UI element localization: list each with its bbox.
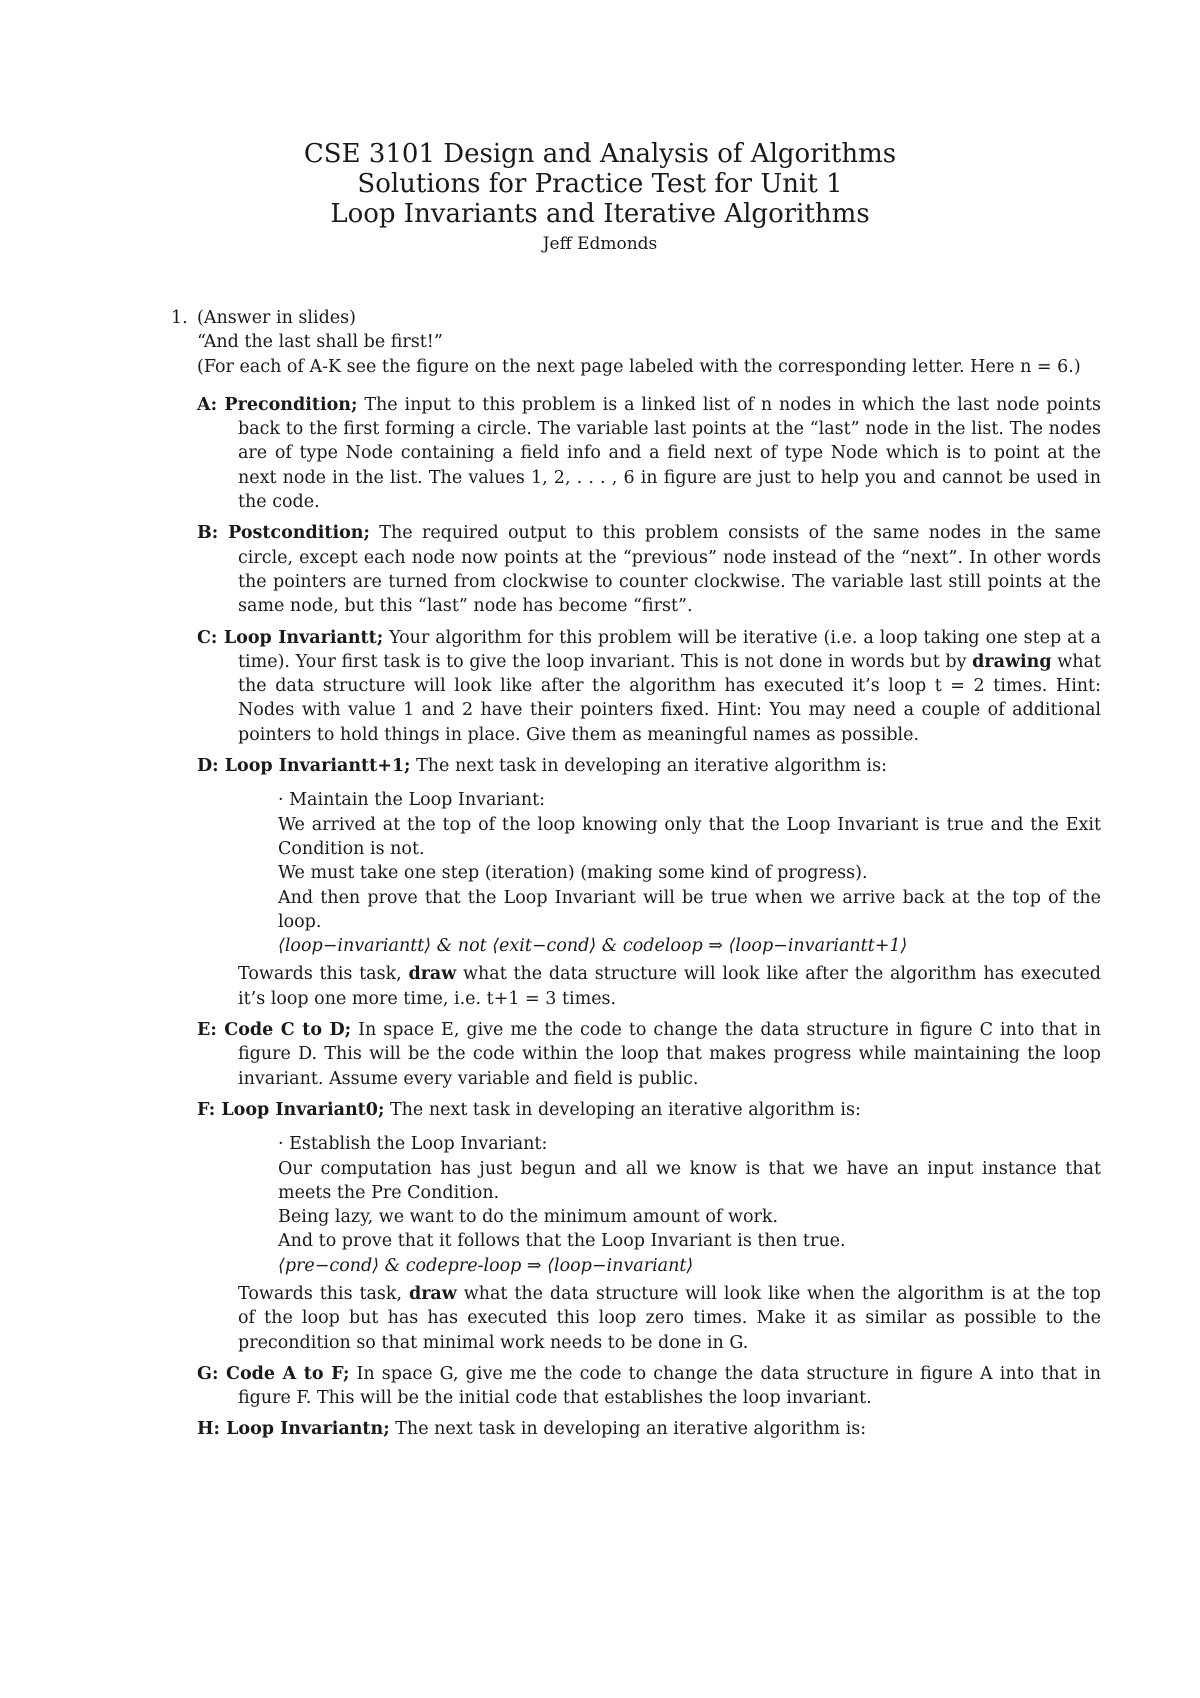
item-e-text: In space E, give me the code to change the data structure in figure C into that in figure D. This will be the code within the loop that makes progress while maintaining the loop invariant. Assume every variable and field is public. [238, 1020, 1101, 1089]
author: Jeff Edmonds [542, 234, 658, 254]
item-c-label: C: Loop Invariantt; [197, 627, 384, 648]
item-c-text-before: Your algorithm for this problem will be iterative (i.e. a loop taking one step at a time). Your first task is to give the loop invariant. This is not done in words but by [238, 627, 1101, 672]
question-instructions: (For each of A-K see the figure on the next page labeled with the corresponding letter. Here n = 6.) [197, 356, 1081, 377]
item-d-text: The next task in developing an iterative algorithm is: [410, 756, 888, 777]
item-f [197, 1098, 1101, 1355]
item-c [197, 626, 1101, 747]
item-h-text: The next task in developing an iterative algorithm is: [389, 1419, 867, 1440]
item-d-sublist [278, 788, 1101, 958]
item-a [197, 393, 1101, 514]
item-c-text-after: what the data structure will look like after the algorithm has executed it’s loop t = 2 times. Hint: Nodes with value 1 and 2 have their pointers fixed. Hint: You may need a couple of additional pointers to hold things in place. Give them as meaningful names as possible. [238, 651, 1102, 745]
item-d-after-bold: draw [408, 964, 457, 985]
item-a-text: The input to this problem is a linked list of n nodes in which the last node points back to the first forming a circle. The variable last points at the “last” node in the list. The nodes are of type Node containing a field info and a field next of type Node which is to point at the next node in the list. The values 1, 2, . . . , 6 in figure are just to help you and cannot be used in the code. [238, 394, 1102, 513]
item-f-sub-line: And to prove that it follows that the Loop Invariant is then true. [278, 1231, 846, 1252]
item-d-formula: ⟨loop−invariantt⟩ & not ⟨exit−cond⟩ & codeloop ⇒ ⟨loop−invariantt+1⟩ [278, 936, 908, 957]
item-f-sub-line: Our computation has just begun and all we know is that we have an input instance that meets the Pre Condition. [278, 1158, 1101, 1203]
item-f-after-after: what the data structure will look like when the algorithm is at the top of the loop but has has executed this loop zero times. Make it as similar as possible to the precondition so that minimal work needs to be done in G. [238, 1283, 1102, 1353]
item-f-label: F: Loop Invariant0; [197, 1099, 385, 1120]
item-d-sub-heading: · Maintain the Loop Invariant: [278, 790, 546, 811]
item-f-text: The next task in developing an iterative algorithm is: [384, 1099, 861, 1120]
item-d-sub-line: We must take one step (iteration) (making some kind of progress). [278, 863, 868, 884]
item-g-label: G: Code A to F; [197, 1363, 350, 1384]
title-block [0, 138, 1200, 255]
item-f-formula: ⟨pre−cond⟩ & codepre-loop ⇒ ⟨loop−invariant⟩ [278, 1255, 694, 1276]
item-f-sublist [278, 1132, 1101, 1278]
item-f-after [238, 1282, 1101, 1355]
item-c-bold-word: drawing [972, 651, 1052, 672]
item-g-text: In space G, give me the code to change the data structure in figure A into that in figure F. This will be the initial code that establishes the loop invariant. [238, 1363, 1101, 1409]
question-quote: “And the last shall be first!” [197, 332, 443, 353]
item-e-label: E: Code C to D; [197, 1020, 352, 1041]
subtitle: Solutions for Practice Test for Unit 1 [357, 169, 843, 199]
item-b-text: The required output to this problem consists of the same nodes in the same circle, except each node now points at the “previous” node instead of the “next”. In other words the pointers are turned from clockwise to counter clockwise. The variable last still points at the same node, but this “last” node has become “first”. [238, 523, 1101, 617]
question-number: 1. [171, 308, 188, 328]
question-header [197, 306, 1101, 379]
item-a-label: A: Precondition; [197, 394, 358, 415]
item-f-after-before: Towards this task, [238, 1283, 409, 1304]
item-f-after-bold: draw [408, 1283, 457, 1304]
item-b [197, 521, 1101, 618]
item-f-sub-heading: · Establish the Loop Invariant: [278, 1134, 548, 1155]
item-d-label: D: Loop Invariantt+1; [197, 756, 411, 777]
question-1 [171, 306, 1101, 1449]
item-d-after-before: Towards this task, [238, 964, 409, 985]
item-h-label: H: Loop Invariantn; [197, 1419, 390, 1440]
item-d-after [238, 962, 1101, 1011]
item-f-sub-line: Being lazy, we want to do the minimum amount of work. [278, 1207, 779, 1228]
item-d-after-after: what the data structure will look like after the algorithm has executed it’s loop one more time, i.e. t+1 = 3 times. [238, 964, 1101, 1009]
item-h [197, 1417, 1101, 1441]
item-d [197, 754, 1101, 1011]
item-d-sub-line: And then prove that the Loop Invariant will be true when we arrive back at the top of the loop. [278, 887, 1101, 932]
course-title: CSE 3101 Design and Analysis of Algorithms [303, 139, 897, 169]
item-b-label: B: Postcondition; [197, 523, 370, 544]
question-note: (Answer in slides) [197, 308, 356, 328]
item-d-sub-line: We arrived at the top of the loop knowing only that the Loop Invariant is true and the Exit Condition is not. [278, 814, 1101, 859]
topic-title: Loop Invariants and Iterative Algorithms [330, 199, 870, 229]
item-list [197, 393, 1101, 1442]
item-g [197, 1362, 1101, 1411]
item-e [197, 1018, 1101, 1091]
